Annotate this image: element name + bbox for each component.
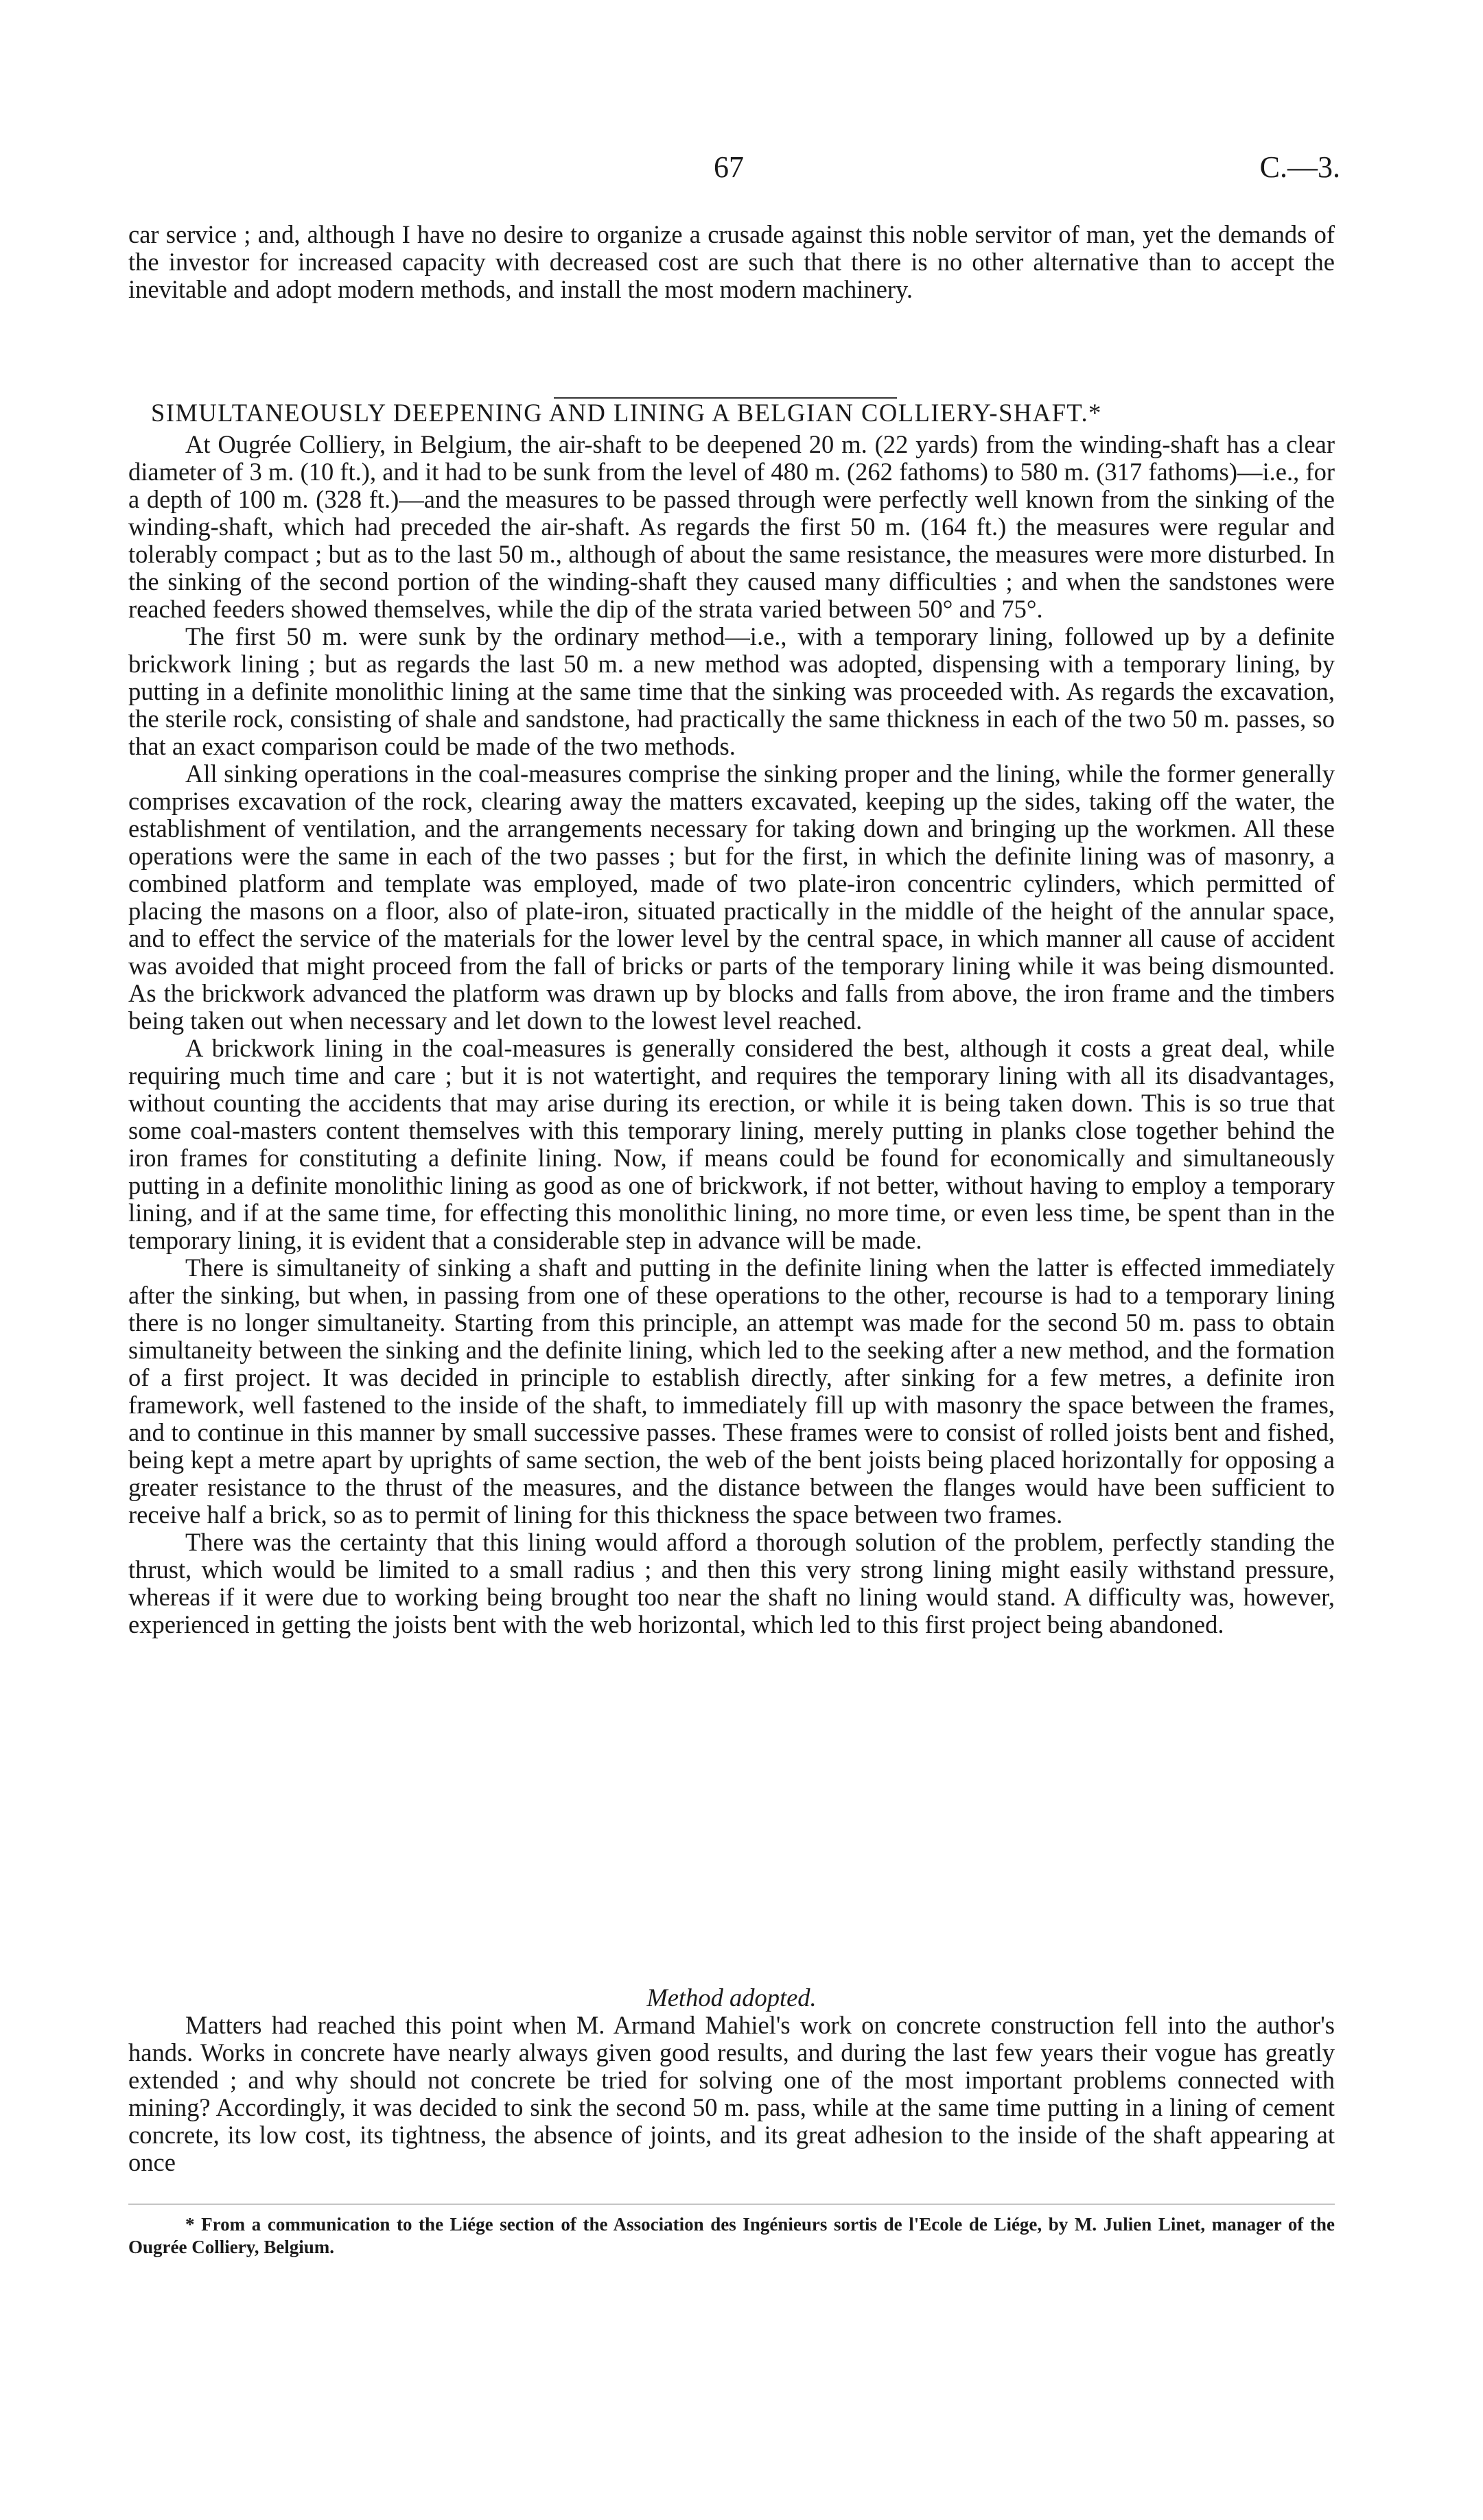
page-number: 67 (714, 150, 744, 184)
article-title: SIMULTANEOUSLY DEEPENING AND LINING A BELGIAN COLLIERY-SHAFT.* (151, 399, 1102, 427)
document-reference: C.—3. (1259, 150, 1340, 184)
closing-paragraph: Matters had reached this point when M. Armand Mahiel's work on concrete construction fell into the author's hands. Works in concrete have nearly always given good results, and during the last few years their vogue has greatly extended ; and why should not concrete be tried for solving one of the most important problems connected with mining? Accordingly, it was decided to sink the second 50 m. pass, while at the same time putting in a lining of cement concrete, its low cost, its tightness, the absence of joints, and its great adhesion to the inside of the shaft appearing at once (128, 2011, 1335, 2176)
footnote-text: * From a communication to the Liége section of the Association des Ingénieurs sortis de l'Ecole de Liége, by M. Julien Linet, manager of the Ougrée Colliery, Belgium. (128, 2214, 1335, 2257)
intro-text-block (128, 221, 1335, 303)
paragraph-4: A brickwork lining in the coal-measures is generally considered the best, although it costs a great deal, while requiring much time and care ; but it is not watertight, and requires the temporary lining with all its disadvantages, without counting the accidents that may arise during its erection, or while it is being taken down. This is so true that some coal-masters content themselves with this temporary lining, merely putting in planks close together behind the iron frames for constituting a definite lining. Now, if means could be found for economically and simultaneously putting in a definite monolithic lining as good as one of brickwork, if not better, without having to employ a temporary lining, and if at the same time, for effecting this monolithic lining, no more time, or even less time, be spent than in the temporary lining, it is evident that a considerable step in advance will be made. (128, 1034, 1335, 1254)
paragraph-1: At Ougrée Colliery, in Belgium, the air-shaft to be deepened 20 m. (22 yards) from the winding-shaft has a clear diameter of 3 m. (10 ft.), and it had to be sunk from the level of 480 m. (262 fathoms) to 580 m. (317 fathoms)—i.e., for a depth of 100 m. (328 ft.)—and the measures to be passed through were perfectly well known from the sinking of the winding-shaft, which had preceded the air-shaft. As regards the first 50 m. (164 ft.) the measures were regular and tolerably compact ; but as to the last 50 m., although of about the same resistance, the measures were more disturbed. In the sinking of the second portion of the winding-shaft they caused many difficulties ; and when the sandstones were reached feeders showed themselves, while the dip of the strata varied between 50° and 75°. (128, 430, 1335, 623)
page-header (0, 150, 1483, 191)
paragraph-3: All sinking operations in the coal-measures comprise the sinking proper and the lining, while the former generally comprises excavation of the rock, clearing away the matters excavated, keeping up the sides, taking off the water, the establishment of ventilation, and the arrangements necessary for taking down and bringing up the workmen. All these operations were the same in each of the two passes ; but for the first, in which the definite lining was of masonry, a combined platform and template was employed, made of two plate-iron concentric cylinders, which permitted of placing the masons on a floor, also of plate-iron, situated practically in the middle of the height of the annular space, and to effect the service of the materials for the lower level by the central space, in which manner all cause of accident was avoided that might proceed from the fall of bricks or parts of the temporary lining while it was being dismounted. As the brickwork advanced the platform was drawn up by blocks and falls from above, the iron frame and the timbers being taken out when necessary and let down to the lowest level reached. (128, 759, 1335, 1035)
paragraph-6: There was the certainty that this lining would afford a thorough solution of the problem, perfectly standing the thrust, which would be limited to a small radius ; and then this very strong lining might easily withstand pressure, whereas if it were due to working being brought too near the shaft no lining would stand. A difficulty was, however, experienced in getting the joists bent with the web horizontal, which led to this first project being abandoned. (128, 1528, 1335, 1638)
continuation-block (128, 2012, 1335, 2176)
section-subheading: Method adopted. (646, 1983, 817, 2012)
intro-paragraph: car service ; and, although I have no desire to organize a crusade against this noble servitor of man, yet the demands of the investor for increased capacity with decreased cost are such that there is no other alternative than to accept the inevitable and adopt modern methods, and install the most modern machinery. (128, 220, 1335, 303)
paragraph-5: There is simultaneity of sinking a shaft and putting in the definite lining when the latter is effected immediately after the sinking, but when, in passing from one of these operations to the other, recourse is had to a temporary lining there is no longer simultaneity. Starting from this principle, an attempt was made for the second 50 m. pass to obtain simultaneity between the sinking and the definite lining, which led to the seeking after a new method, and the formation of a first project. It was decided in principle to establish directly, after sinking for a few metres, a definite iron framework, well fastened to the inside of the shaft, to immediately fill up with masonry the space between the frames, and to continue in this manner by small successive passes. These frames were to consist of rolled joists bent and fished, being kept a metre apart by uprights of same section, the web of the bent joists being placed horizontally for opposing a greater resistance to the thrust of the measures, and the distance between the flanges would have been sufficient to receive half a brick, so as to permit of lining for this thickness the space between two frames. (128, 1253, 1335, 1529)
paragraph-2: The first 50 m. were sunk by the ordinary method—i.e., with a temporary lining, followed up by a definite brickwork lining ; but as regards the last 50 m. a new method was adopted, dispensing with a temporary lining, by putting in a definite monolithic lining at the same time that the sinking was proceeded with. As regards the excavation, the sterile rock, consisting of shale and sandstone, had practically the same thickness in each of the two 50 m. passes, so that an exact comparison could be made of the two methods. (128, 622, 1335, 760)
article-body (128, 431, 1335, 1638)
footnote (128, 2213, 1335, 2259)
